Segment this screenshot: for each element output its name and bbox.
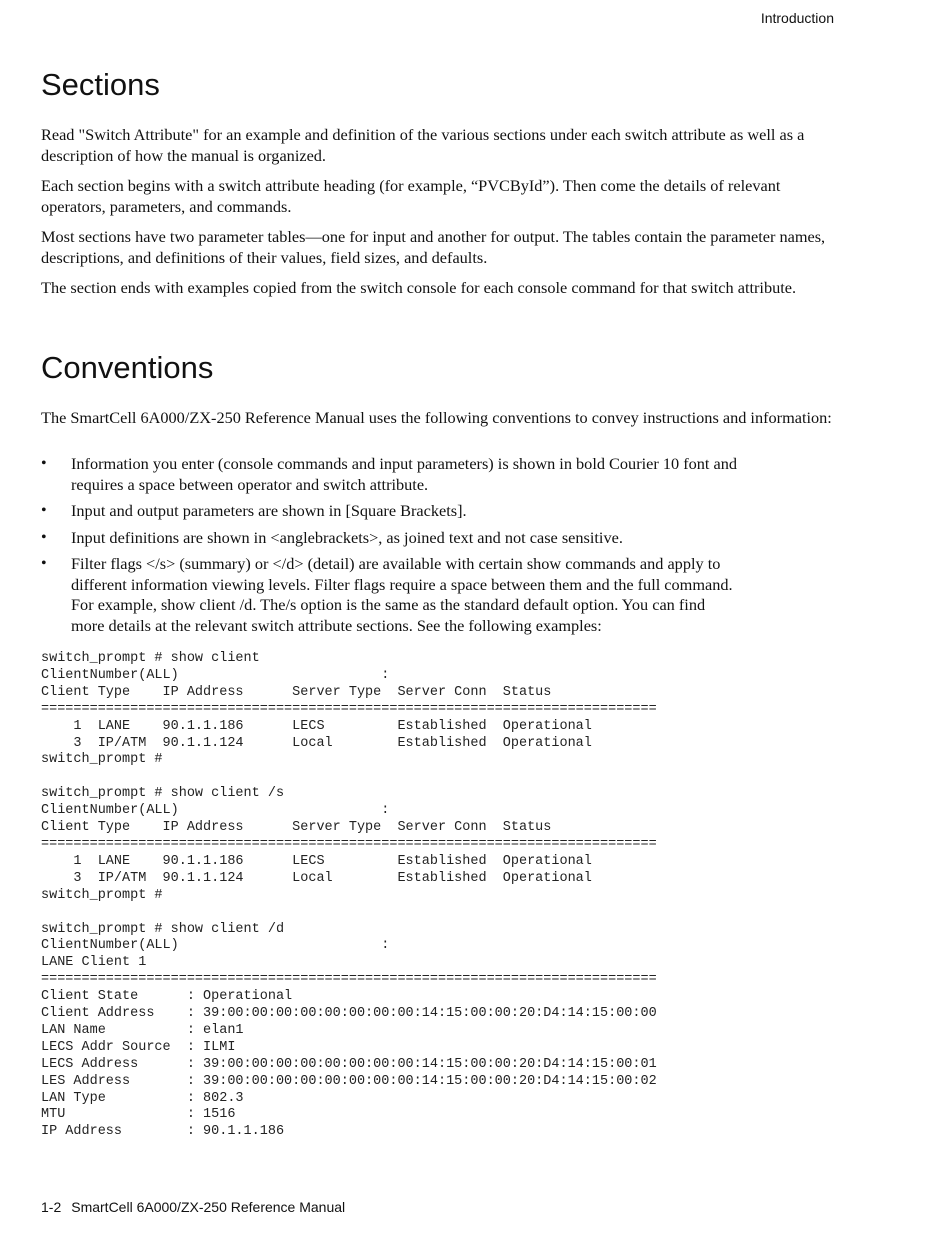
sections-paragraph: Each section begins with a switch attribute heading (for example, “PVCById”). Then come the details of relevant operators, parameters, and commands. [41, 176, 781, 216]
list-item [41, 454, 741, 495]
list-item-text: Filter flags </s> (summary) or </d> (detail) are available with certain show commands and apply to different information viewing levels. Filter flags require a space between them and the full command. For example, show client /d. The/s option is the same as the standard default option. You can find more details at the relevant switch attribute sections. See the following examples: [71, 554, 733, 635]
manual-title: SmartCell 6A000/ZX-250 Reference Manual [71, 1199, 346, 1215]
sections-paragraph: Read "Switch Attribute" for an example and definition of the various sections under each switch attribute as well as a description of how the manual is organized. [41, 125, 805, 165]
list-item [41, 528, 741, 549]
sections-heading: Sections [41, 67, 160, 102]
list-item [41, 554, 741, 636]
bullet-icon: • [41, 528, 47, 546]
console-example: switch_prompt # show client ClientNumber(ALL) : Client Type IP Address Server Type Server Conn Status ============================================================================ 1 LANE 90.1.1.186 LECS Established Operational 3 IP/ATM 90.1.1.124 Local Established Operational switch_prompt # switch_prompt # show client /s ClientNumber(ALL) : Client Type IP Address Server Type Server Conn Status ============================================================================ 1 LANE 90.1.1.186 LECS Established Operational 3 IP/ATM 90.1.1.124 Local Established Operational switch_prompt # switch_prompt # show client /d ClientNumber(ALL) : LANE Client 1 ============================================================================ Client State : Operational Client Address : 39:00:00:00:00:00:00:00:00:14:15:00:00:20:D4:14:15:00:00 LAN Name : elan1 LECS Addr Source : ILMI LECS Address : 39:00:00:00:00:00:00:00:00:14:15:00:00:20:D4:14:15:00:01 LES Address : 39:00:00:00:00:00:00:00:00:14:15:00:00:20:D4:14:15:00:02 LAN Type : 802.3 MTU : 1516 IP Address : 90.1.1.186 [41, 651, 657, 1140]
conventions-heading: Conventions [41, 350, 214, 385]
page-footer [41, 1199, 345, 1215]
list-item-text: Information you enter (console commands and input parameters) is shown in bold Courier 10 font and requires a space between operator and switch attribute. [71, 454, 738, 494]
bullet-icon: • [41, 502, 47, 519]
sections-paragraph: The section ends with examples copied from the switch console for each console command for that switch attribute. [41, 278, 797, 297]
conventions-intro: The SmartCell 6A000/ZX-250 Reference Manual uses the following conventions to convey instructions and information: [41, 408, 832, 427]
bullet-icon: • [41, 555, 47, 572]
list-item-text: Input definitions are shown in <anglebrackets>, as joined text and not case sensitive. [71, 527, 623, 547]
conventions-list [41, 454, 841, 642]
list-item-text: Input and output parameters are shown in [Square Brackets]. [71, 501, 467, 520]
running-header: Introduction [760, 10, 834, 26]
page-number: 1-2 [41, 1199, 62, 1215]
sections-paragraph: Most sections have two parameter tables—one for input and another for output. The tables contain the parameter names, descriptions, and definitions of their values, field sizes, and defaults. [41, 227, 826, 267]
list-item [41, 501, 741, 522]
bullet-icon: • [41, 455, 47, 472]
